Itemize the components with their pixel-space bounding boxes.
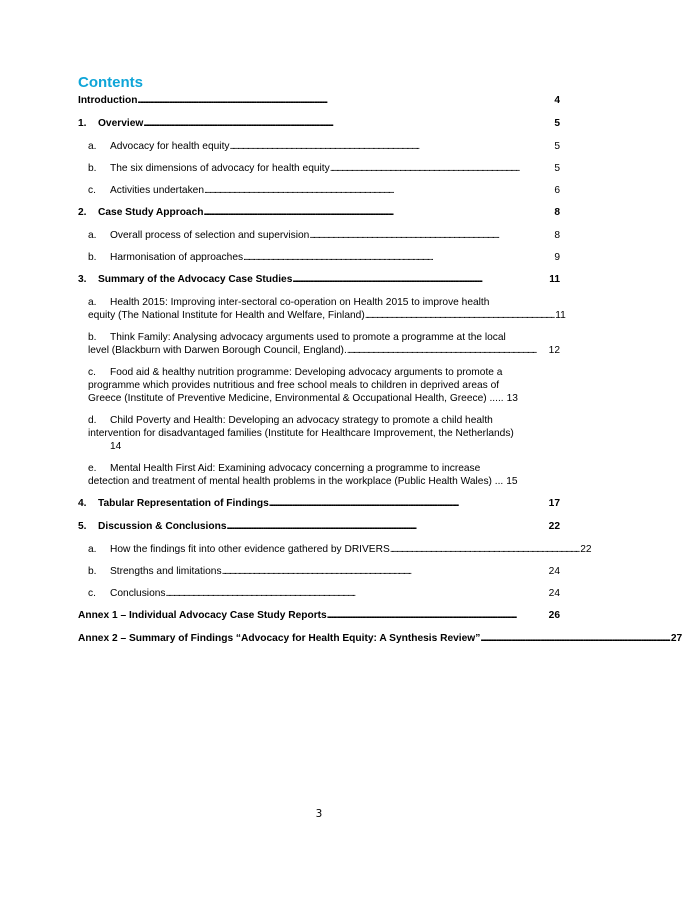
toc-title-line: intervention for disadvantaged families (Institute for Healthcare Improvement, the Netherlands) <box>88 428 514 439</box>
toc-page-number: 11 <box>549 274 560 285</box>
dot-leader <box>230 140 553 153</box>
dot-leader <box>143 117 552 130</box>
toc-number: a. <box>88 141 97 152</box>
toc-page-number: 4 <box>554 95 560 106</box>
dot-leader <box>480 632 669 645</box>
toc-title-line: Health 2015: Improving inter-sectoral co-operation on Health 2015 to improve health <box>110 297 490 308</box>
toc-number: 3. <box>78 274 87 285</box>
toc-number: c. <box>88 185 96 196</box>
toc-title-line: detection and treatment of mental health problems in the workplace (Public Health Wales) ... <box>88 476 504 487</box>
toc-title: Advocacy for health equity <box>110 141 230 152</box>
toc-page-number: 8 <box>554 207 560 218</box>
toc-page-number: 14 <box>110 441 122 452</box>
toc-entry-findings-fit[interactable] <box>78 543 592 556</box>
toc-entry-case-study-approach[interactable] <box>78 206 560 219</box>
dot-leader <box>269 497 547 510</box>
toc-title: Activities undertaken <box>110 185 205 196</box>
toc-number: b. <box>88 566 97 577</box>
dot-leader <box>390 543 579 556</box>
dot-leader <box>330 162 553 175</box>
toc-number: 5. <box>78 521 87 532</box>
dot-leader <box>204 184 552 197</box>
toc-title: How the findings fit into other evidence gathered by DRIVERS <box>110 544 390 555</box>
dot-leader <box>347 344 547 357</box>
dot-leader <box>203 206 552 219</box>
toc-entry-food-aid[interactable] <box>78 366 560 405</box>
toc-title-line: Mental Health First Aid: Examining advocacy concerning a programme to increase <box>110 463 481 474</box>
toc-title-line: level (Blackburn with Darwen Borough Council, England). <box>88 345 347 356</box>
toc-entry-strengths-limitations[interactable] <box>78 565 560 578</box>
toc-title: Tabular Representation of Findings <box>98 498 269 509</box>
toc-entry-annex-1[interactable] <box>78 609 560 622</box>
toc-page-number: 22 <box>548 521 560 532</box>
toc-entry-overview[interactable] <box>78 117 560 130</box>
toc-number: 4. <box>78 498 87 509</box>
toc-title: The six dimensions of advocacy for health equity <box>110 163 330 174</box>
dot-leader <box>365 309 554 322</box>
toc-title-line: Think Family: Analysing advocacy arguments used to promote a programme at the local <box>110 332 506 343</box>
toc-page-number: 8 <box>554 230 560 241</box>
page-number-footer: 3 <box>315 808 323 820</box>
dot-leader <box>327 609 547 622</box>
toc-entry-think-family[interactable] <box>78 331 560 357</box>
toc-number: c. <box>88 367 96 378</box>
toc-entry-discussion-conclusions[interactable] <box>78 520 560 533</box>
dot-leader <box>292 273 547 286</box>
dot-leader <box>243 251 552 264</box>
table-of-contents <box>78 94 682 655</box>
toc-page-number: 26 <box>548 610 560 621</box>
toc-title: Overall process of selection and supervision <box>110 230 310 241</box>
toc-entry-health-2015[interactable] <box>78 296 566 322</box>
toc-page-number: 24 <box>548 566 560 577</box>
toc-page-number: 5 <box>554 141 560 152</box>
toc-entry-tabular-findings[interactable] <box>78 497 560 510</box>
toc-title-line: Food aid & healthy nutrition programme: Developing advocacy arguments to promote a <box>110 367 503 378</box>
toc-page-number: 5 <box>554 163 560 174</box>
toc-number: e. <box>88 463 97 474</box>
toc-number: b. <box>88 332 97 343</box>
toc-title: Annex 1 – Individual Advocacy Case Study Reports <box>78 610 327 621</box>
toc-entry-child-poverty[interactable] <box>78 414 560 453</box>
dot-leader <box>166 587 547 600</box>
toc-number: 2. <box>78 207 87 218</box>
toc-entry-harmonisation[interactable] <box>78 251 560 264</box>
dot-leader <box>137 94 552 107</box>
toc-title: Introduction <box>78 95 138 106</box>
toc-page-number: 22 <box>580 544 592 555</box>
toc-entry-introduction[interactable] <box>78 94 560 107</box>
toc-page-number: 11 <box>555 310 566 321</box>
toc-page-number: 12 <box>548 345 560 356</box>
toc-page-number: 13 <box>506 393 518 404</box>
toc-number: a. <box>88 544 97 555</box>
toc-page-number: 6 <box>554 185 560 196</box>
dot-leader <box>309 229 552 242</box>
toc-number: b. <box>88 163 97 174</box>
toc-title: Harmonisation of approaches <box>110 252 244 263</box>
toc-title-line: programme which provides nutritious and free school meals to children in deprived areas of <box>88 380 500 391</box>
toc-number: a. <box>88 230 97 241</box>
toc-title-line: Child Poverty and Health: Developing an advocacy strategy to promote a child health <box>110 415 493 426</box>
toc-page-number: 15 <box>506 476 518 487</box>
toc-entry-mental-health-first-aid[interactable] <box>78 462 560 488</box>
toc-title-line: Greece (Institute of Preventive Medicine, Environmental & Occupational Health, Greece) ..... <box>88 393 504 404</box>
toc-page-number: 27 <box>670 633 682 644</box>
contents-heading: Contents <box>78 74 143 91</box>
toc-number: d. <box>88 415 97 426</box>
toc-title: Conclusions <box>110 588 166 599</box>
toc-title-line: equity (The National Institute for Health and Welfare, Finland) <box>88 310 365 321</box>
toc-entry-summary-case-studies[interactable] <box>78 273 560 286</box>
toc-entry-six-dimensions[interactable] <box>78 162 560 175</box>
toc-page-number: 5 <box>554 118 560 129</box>
toc-entry-conclusions[interactable] <box>78 587 560 600</box>
toc-title: Summary of the Advocacy Case Studies <box>98 274 293 285</box>
toc-entry-activities-undertaken[interactable] <box>78 184 560 197</box>
toc-title: Strengths and limitations <box>110 566 222 577</box>
toc-number: a. <box>88 297 97 308</box>
toc-number: b. <box>88 252 97 263</box>
toc-entry-annex-2[interactable] <box>78 632 682 645</box>
toc-page-number: 24 <box>548 588 560 599</box>
toc-title: Annex 2 – Summary of Findings “Advocacy for Health Equity: A Synthesis Review” <box>78 633 481 644</box>
toc-page-number: 17 <box>548 498 560 509</box>
toc-entry-selection-and-supervision[interactable] <box>78 229 560 242</box>
toc-page-number: 9 <box>554 252 560 263</box>
toc-number: c. <box>88 588 96 599</box>
toc-title: Discussion & Conclusions <box>98 521 227 532</box>
toc-entry-advocacy-for-health-equity[interactable] <box>78 140 560 153</box>
toc-title: Case Study Approach <box>98 207 204 218</box>
toc-number: 1. <box>78 118 87 129</box>
dot-leader <box>222 565 547 578</box>
dot-leader <box>227 520 547 533</box>
toc-title: Overview <box>98 118 144 129</box>
